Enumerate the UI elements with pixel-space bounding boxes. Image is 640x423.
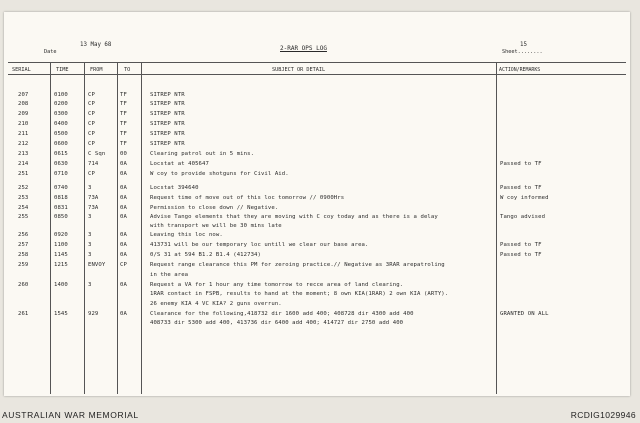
cell-serial: 254 xyxy=(18,205,29,211)
cell-to: 0A xyxy=(120,205,127,211)
cell-from: 929 xyxy=(88,311,99,317)
cell-subject: W coy to provide shotguns for Civil Aid. xyxy=(150,171,289,177)
cell-subject: with transport we will be 30 mins late xyxy=(150,223,282,229)
cell-time: 1145 xyxy=(54,252,68,258)
cell-action: GRANTED ON ALL xyxy=(500,311,549,317)
cell-serial: 255 xyxy=(18,214,29,220)
document-id: RCDIG1029946 xyxy=(570,410,636,420)
cell-from: 3 xyxy=(88,185,92,191)
cell-subject: Request range clearance this PM for zeroing practice.// Negative as 3RAR arepatroling xyxy=(150,262,445,268)
cell-time: 0740 xyxy=(54,185,68,191)
cell-subject: 413731 will be our temporary loc untill we clear our base area. xyxy=(150,242,369,248)
cell-subject: Request time of move out of this loc tomorrow // 0900Hrs xyxy=(150,195,345,201)
cell-subject: SITREP NTR xyxy=(150,101,185,107)
col-header-time: TIME xyxy=(56,67,69,73)
cell-time: 1545 xyxy=(54,311,68,317)
cell-time: 0920 xyxy=(54,232,68,238)
log-title: 2-RAR OPS LOG xyxy=(280,45,327,52)
cell-time: 0850 xyxy=(54,214,68,220)
cell-serial: 256 xyxy=(18,232,29,238)
col-header-action: ACTION/REMARKS xyxy=(499,67,541,73)
cell-from: 73A xyxy=(88,205,99,211)
cell-from: CP xyxy=(88,92,95,98)
cell-action: Passed to TF xyxy=(500,252,542,258)
cell-subject: SITREP NTR xyxy=(150,111,185,117)
cell-serial: 253 xyxy=(18,195,29,201)
cell-from: 3 xyxy=(88,242,92,248)
column-divider xyxy=(141,62,142,394)
cell-subject: SITREP NTR xyxy=(150,92,185,98)
column-divider xyxy=(496,62,497,394)
archive-credit: AUSTRALIAN WAR MEMORIAL xyxy=(2,410,139,420)
cell-to: 0A xyxy=(120,252,127,258)
cell-subject: Permission to close down // Negative. xyxy=(150,205,279,211)
cell-action: Passed to TF xyxy=(500,242,542,248)
cell-to: 0A xyxy=(120,242,127,248)
cell-time: 0818 xyxy=(54,195,68,201)
cell-subject: in the area xyxy=(150,272,189,278)
cell-to: 0A xyxy=(120,282,127,288)
cell-from: 3 xyxy=(88,252,92,258)
cell-time: 0831 xyxy=(54,205,68,211)
cell-from: ENVOY xyxy=(88,262,106,268)
cell-from: CP xyxy=(88,141,95,147)
cell-subject: 1RAR contact in FSPB, results to hand at the moment; 8 own KIA(1RAR) 2 own KIA (ARTY). xyxy=(150,291,449,297)
column-divider xyxy=(117,62,118,394)
cell-time: 0500 xyxy=(54,131,68,137)
cell-time: 1100 xyxy=(54,242,68,248)
cell-to: TF xyxy=(120,131,127,137)
cell-time: 0200 xyxy=(54,101,68,107)
col-header-from: FROM xyxy=(90,67,103,73)
cell-from: CP xyxy=(88,131,95,137)
cell-subject: SITREP NTR xyxy=(150,121,185,127)
cell-time: 0600 xyxy=(54,141,68,147)
column-divider xyxy=(50,62,51,394)
cell-serial: 211 xyxy=(18,131,29,137)
col-header-serial: SERIAL xyxy=(12,67,31,73)
cell-action: Tango advised xyxy=(500,214,546,220)
cell-time: 0630 xyxy=(54,161,68,167)
date-value: 13 May 68 xyxy=(80,42,112,48)
cell-action: Passed to TF xyxy=(500,161,542,167)
col-header-to: TO xyxy=(124,67,131,73)
cell-time: 0300 xyxy=(54,111,68,117)
cell-time: 0615 xyxy=(54,151,68,157)
cell-from: CP xyxy=(88,121,95,127)
cell-serial: 207 xyxy=(18,92,29,98)
cell-serial: 257 xyxy=(18,242,29,248)
cell-subject: SITREP NTR xyxy=(150,141,185,147)
cell-serial: 213 xyxy=(18,151,29,157)
cell-serial: 210 xyxy=(18,121,29,127)
cell-from: CP xyxy=(88,111,95,117)
cell-to: 0A xyxy=(120,195,127,201)
cell-from: 3 xyxy=(88,214,92,220)
cell-to: 0A xyxy=(120,214,127,220)
cell-serial: 260 xyxy=(18,282,29,288)
sheet-number: 15 xyxy=(520,42,527,48)
cell-subject: 26 enemy KIA 4 VC KIA? 2 guns overrun. xyxy=(150,301,282,307)
cell-from: 3 xyxy=(88,232,92,238)
header-bottom-border xyxy=(8,74,626,75)
cell-to: 00 xyxy=(120,151,127,157)
cell-from: C Sqn xyxy=(88,151,106,157)
cell-subject: 408733 dir 5300 add 400, 413736 dir 6400 add 400; 414727 dir 2750 add 400 xyxy=(150,320,404,326)
cell-to: TF xyxy=(120,141,127,147)
cell-to: CP xyxy=(120,262,127,268)
table-top-border xyxy=(8,62,626,63)
cell-subject: SITREP NTR xyxy=(150,131,185,137)
date-label: Date xyxy=(44,49,57,55)
cell-to: TF xyxy=(120,111,127,117)
col-header-subject: SUBJECT OR DETAIL xyxy=(272,67,326,73)
cell-subject: Clearing patrol out in 5 mins. xyxy=(150,151,255,157)
cell-from: 714 xyxy=(88,161,99,167)
cell-time: 0100 xyxy=(54,92,68,98)
cell-serial: 251 xyxy=(18,171,29,177)
cell-subject: Leaving this loc now. xyxy=(150,232,223,238)
cell-from: CP xyxy=(88,171,95,177)
cell-serial: 252 xyxy=(18,185,29,191)
cell-to: 0A xyxy=(120,232,127,238)
cell-serial: 258 xyxy=(18,252,29,258)
cell-action: Passed to TF xyxy=(500,185,542,191)
cell-from: 3 xyxy=(88,282,92,288)
cell-time: 0400 xyxy=(54,121,68,127)
cell-action: W coy informed xyxy=(500,195,549,201)
cell-to: 0A xyxy=(120,171,127,177)
cell-to: 0A xyxy=(120,311,127,317)
cell-subject: Request a VA for 1 hour any time tomorrow to recce area of land clearing. xyxy=(150,282,404,288)
cell-subject: Locstat 394640 xyxy=(150,185,199,191)
cell-serial: 214 xyxy=(18,161,29,167)
cell-serial: 259 xyxy=(18,262,29,268)
column-divider xyxy=(84,62,85,394)
cell-from: 73A xyxy=(88,195,99,201)
log-sheet xyxy=(4,12,630,396)
cell-subject: Clearance for the following,418732 dir 1600 add 400; 408728 dir 4300 add 400 xyxy=(150,311,414,317)
sheet-label: Sheet........ xyxy=(502,49,543,55)
cell-to: 0A xyxy=(120,161,127,167)
cell-subject: 0/S 31 at 594 B1.2 B1.4 (412734) xyxy=(150,252,261,258)
cell-to: TF xyxy=(120,101,127,107)
cell-from: CP xyxy=(88,101,95,107)
cell-time: 0710 xyxy=(54,171,68,177)
cell-to: TF xyxy=(120,92,127,98)
cell-serial: 212 xyxy=(18,141,29,147)
cell-subject: Advise Tango elements that they are moving with C coy today and as there is a delay xyxy=(150,214,438,220)
cell-to: TF xyxy=(120,121,127,127)
cell-time: 1400 xyxy=(54,282,68,288)
cell-to: 0A xyxy=(120,185,127,191)
cell-time: 1215 xyxy=(54,262,68,268)
cell-serial: 209 xyxy=(18,111,29,117)
cell-serial: 261 xyxy=(18,311,29,317)
cell-serial: 208 xyxy=(18,101,29,107)
cell-subject: Locstat at 405647 xyxy=(150,161,209,167)
